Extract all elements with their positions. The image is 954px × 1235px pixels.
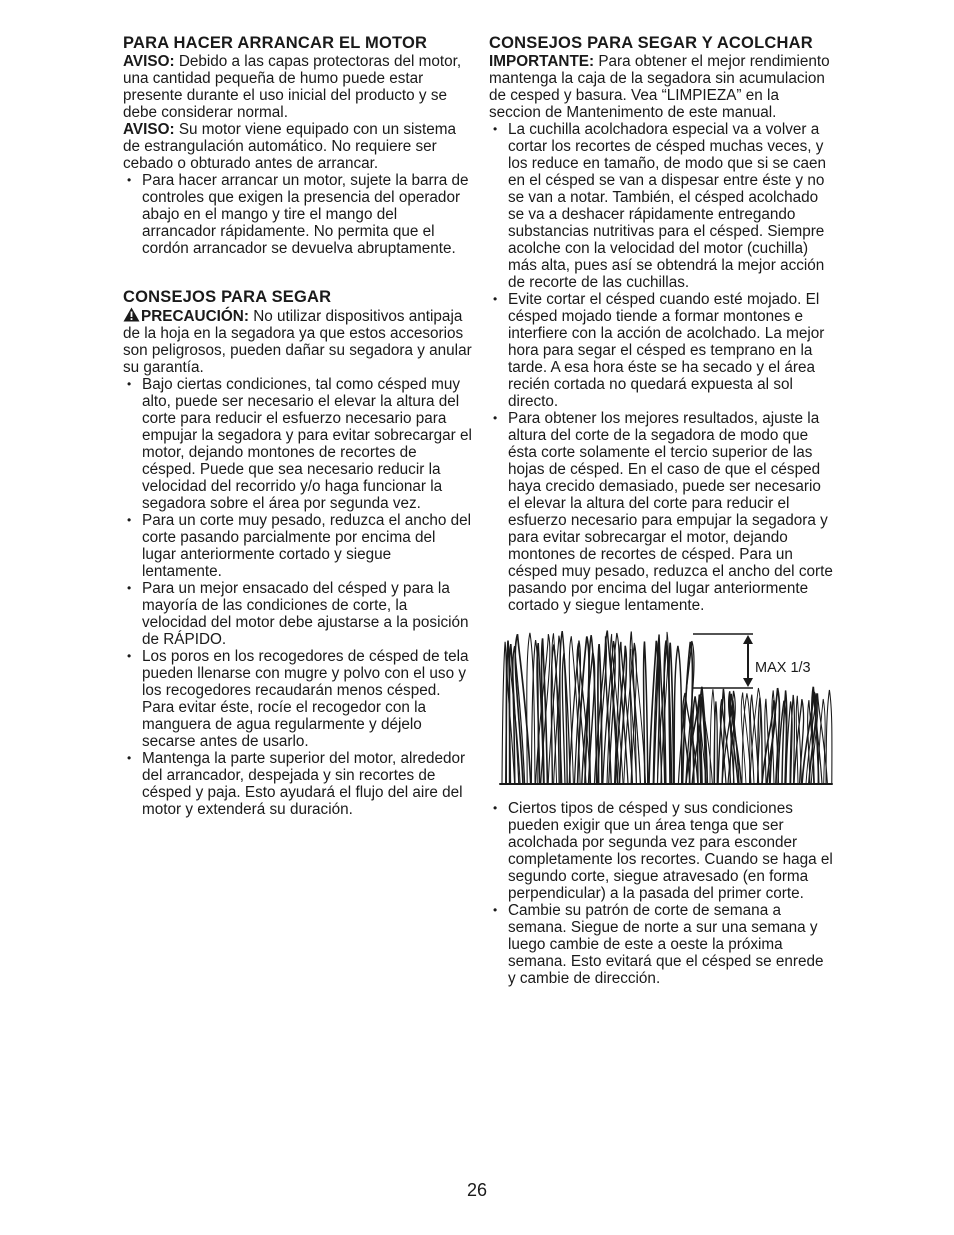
list-item: • Los poros en los recogedores de césped de tela pueden llenarse con mugre y polvo con el uso y los recogedores recaudarán menos césped. Para evitar éste, rocíe el recogedor con la manguera de agua regularmente y déjelo secarse antes de usarlo. (123, 648, 473, 750)
grass-height-figure (498, 626, 834, 786)
right-column (489, 34, 834, 987)
list-item: • Para un mejor ensacado del césped y para la mayoría de las condiciones de corte, la velocidad del motor debe ajustarse a la posición de RÁPIDO. (123, 580, 473, 648)
start-list (123, 172, 473, 257)
mowing-list (123, 376, 473, 818)
list-item: • Para obtener los mejores resultados, ajuste la altura del corte de la segadora de modo que ésta corte solamente el tercio superior de las hojas de césped. En el caso de que el césped haya crecido demasiado, puede ser necesario el elevar la altura del corte para reducir el esfuerzo necesario para empujar la segadora y para evitar sobrecargar el motor, dejando montones de recortes de césped. Para un césped muy pesado, reduzca el ancho del corte pasando por encima del lugar anteriormente cortado y siegue lentamente. (489, 410, 834, 614)
precaucion-text: No utilizar dispositivos antipaja de la hoja en la segadora ya que estos accesorios son peligrosos, pueden dañar su segadora y anular su garantía. (123, 308, 472, 376)
grass-blade (674, 646, 682, 784)
page-number: 26 (466, 1180, 488, 1200)
mulching-list (489, 121, 834, 614)
importante-paragraph (489, 53, 834, 121)
grass-blade (644, 642, 648, 785)
heading-start-engine: PARA HACER ARRANCAR EL MOTOR (123, 34, 428, 52)
precaucion-paragraph (123, 307, 473, 376)
warning-icon (123, 307, 140, 322)
aviso-text: Debido a las capas protectoras del motor, una cantidad pequeña de humo puede estar presente durante el uso inicial del producto y se debe considerar normal. (123, 53, 462, 121)
list-item: • Para hacer arrancar un motor, sujete la barra de controles que exigen la presencia del operador abajo en el mango y tire el mango del arrancador rápidamente. No permita que el cordón arrancador se devuelva abruptamente. (123, 172, 473, 257)
list-item: • Evite cortar el césped cuando esté mojado. El césped mojado tiende a formar montones e interfiere con la acción de acolchado. La mejor hora para segar el césped es temprano en la tarde. A esa hora éste se ha secado y el área recién cortada no quedará expuesta al sol directo. (489, 291, 834, 410)
aviso-paragraph-1 (123, 53, 473, 121)
aviso-text: Su motor viene equipado con un sistema de estrangulación automático. No requiere ser cebado o obturado antes de arrancar. (123, 121, 457, 172)
aviso-label: AVISO: (123, 121, 175, 138)
aviso-label: AVISO: (123, 53, 175, 70)
list-item: • Bajo ciertas condiciones, tal como césped muy alto, puede ser necesario el elevar la altura del corte para reducir el esfuerzo necesario para empujar la segadora y para evitar sobrecargar el motor, dejando montones de recortes de césped. Puede que sea necesario reducir la velocidad del recorrido y/o haga funcionar la segadora sobre el área por segunda vez. (123, 376, 473, 512)
list-item: • La cuchilla acolchadora especial va a volver a cortar los recortes de césped muchas veces, y los reduce en tamaño, de modo que si se caen en el césped se van a dispesar entre éste y no se van a notar. También, el césped acolchado se va a deshacer rápidamente entregando substancias nutritivas para el césped. Siempre acolche con la velocidad del motor (cuchilla) más alta, pues así se obtendrá la mejor acción de recorte de las cuchillas. (489, 121, 834, 291)
arrow-head-down (743, 678, 753, 687)
list-item: • Ciertos tipos de césped y sus condiciones pueden exigir que un área tenga que ser acolchada por segunda vez para esconder completamente los recortes. Cuando se haga el segundo corte, siegue atravesado (en forma perpendicular) a la pasada del primer corte. (489, 800, 834, 902)
grass-blade (758, 698, 762, 784)
left-column (123, 34, 473, 818)
precaucion-label: PRECAUCIÓN: (141, 308, 249, 325)
list-item: • Mantenga la parte superior del motor, alrededor del arrancador, despejada y sin recortes de césped y paja. Esto ayudará el flujo del aire del motor y extenderá su duración. (123, 750, 473, 818)
mulching-list-continued (489, 800, 834, 987)
aviso-paragraph-2 (123, 121, 473, 172)
list-item: • Para un corte muy pesado, reduzca el ancho del corte pasando parcialmente por encima del lugar anteriormente cortado y siegue lentamente. (123, 512, 473, 580)
heading-mowing-tips: CONSEJOS PARA SEGAR (123, 288, 332, 306)
importante-text: Para obtener el mejor rendimiento mantenga la caja de la segadora sin acumulacion de cesped y basura. Vea “LIMPIEZA” en la seccion de Mantenimento de este manual. (489, 53, 830, 121)
importante-label: IMPORTANTE: (489, 53, 595, 70)
grass-illustration (498, 626, 834, 786)
list-item: • Cambie su patrón de corte de semana a semana. Siegue de norte a sur una semana y luego cambie de este a oeste la próxima semana. Esto evitará que el césped se enrede y cambie de dirección. (489, 902, 834, 987)
heading-mulching-tips: CONSEJOS PARA SEGAR Y ACOLCHAR (489, 34, 813, 52)
max-one-third-label: MAX 1/3 (755, 660, 811, 676)
arrow-head-up (743, 635, 753, 644)
